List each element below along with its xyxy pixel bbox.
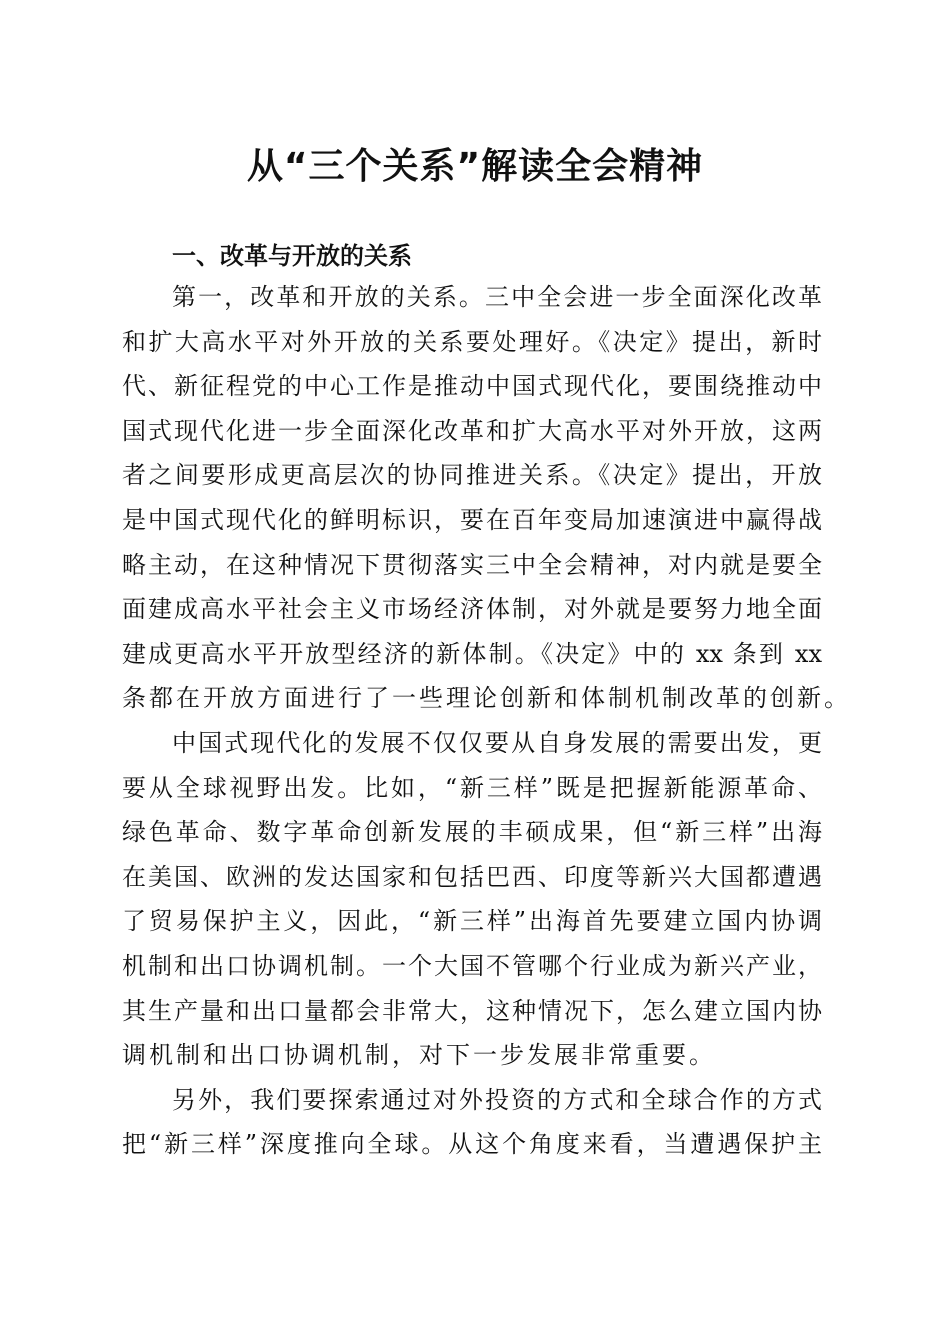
text-line: 另外，我们要探索通过对外投资的方式和全球合作的方式 <box>172 1085 822 1114</box>
document-title: 从“三个关系”解读全会精神 <box>246 146 704 187</box>
text-line: 是中国式现代化的鲜明标识，要在百年变局加速演进中赢得战 <box>122 505 822 534</box>
text-line: 国式现代化进一步全面深化改革和扩大高水平对外开放，这两 <box>122 416 822 445</box>
text-line: 面建成高水平社会主义市场经济体制，对外就是要努力地全面 <box>122 595 822 624</box>
text-line: 第一，改革和开放的关系。三中全会进一步全面深化改革 <box>172 283 822 311</box>
text-line: 者之间要形成更高层次的协同推进关系。《决定》提出，开放 <box>122 461 822 490</box>
text-line: 了贸易保护主义，因此，“新三样”出海首先要建立国内协调 <box>122 907 822 936</box>
section-heading: 一、改革与开放的关系 <box>172 242 412 270</box>
text-line: 条都在开放方面进行了一些理论创新和体制机制改革的创新。 <box>122 684 851 713</box>
text-line: 绿色革命、数字革命创新发展的丰硕成果，但“新三样”出海 <box>122 818 822 847</box>
text-line: 机制和出口协调机制。一个大国不管哪个行业成为新兴产业， <box>122 951 822 980</box>
text-line: 把“新三样”深度推向全球。从这个角度来看，当遭遇保护主 <box>122 1130 822 1159</box>
text-line: 中国式现代化的发展不仅仅要从自身发展的需要出发，更 <box>172 728 822 757</box>
document-body <box>122 275 851 1167</box>
text-line: 代、新征程党的中心工作是推动中国式现代化，要围绕推动中 <box>122 372 822 401</box>
text-line: 其生产量和出口量都会非常大，这种情况下，怎么建立国内协 <box>122 996 822 1025</box>
text-line: 略主动，在这种情况下贯彻落实三中全会精神，对内就是要全 <box>122 550 822 579</box>
text-line: 在美国、欧洲的发达国家和包括巴西、印度等新兴大国都遭遇 <box>122 862 822 891</box>
paragraph <box>122 721 822 1078</box>
paragraph <box>122 275 851 721</box>
text-line: 和扩大高水平对外开放的关系要处理好。《决定》提出，新时 <box>122 327 822 356</box>
text-line: 建成更高水平开放型经济的新体制。《决定》中的 xx 条到 xx <box>122 639 822 668</box>
paragraph <box>122 1078 822 1167</box>
text-line: 要从全球视野出发。比如，“新三样”既是把握新能源革命、 <box>122 773 822 802</box>
text-line: 调机制和出口协调机制，对下一步发展非常重要。 <box>122 1041 716 1070</box>
